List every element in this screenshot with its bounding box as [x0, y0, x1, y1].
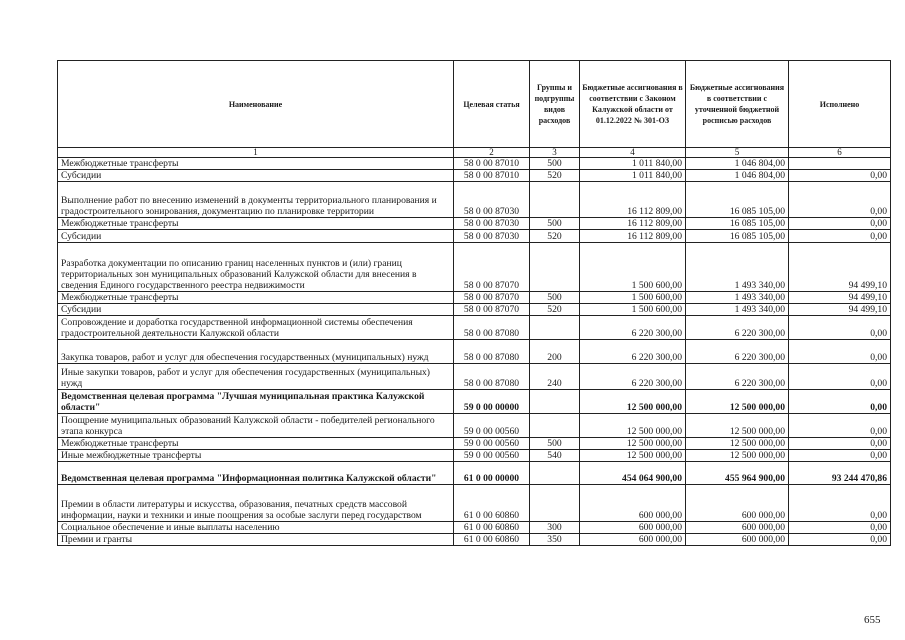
row-code: 59 0 00 00000 — [454, 390, 530, 414]
table-row — [58, 364, 891, 390]
row-name: Иные закупки товаров, работ и услуг для обеспечения государственных (муниципальных) нужд — [58, 364, 454, 390]
row-refined-allocation: 12 500 000,00 — [686, 414, 789, 438]
row-refined-allocation: 16 085 105,00 — [686, 230, 789, 243]
row-refined-allocation: 455 964 900,00 — [686, 462, 789, 485]
row-executed: 94 499,10 — [789, 292, 891, 304]
row-refined-allocation: 1 493 340,00 — [686, 243, 789, 292]
row-law-allocation: 16 112 809,00 — [580, 182, 686, 218]
table-body — [58, 158, 891, 546]
table-row — [58, 218, 891, 230]
row-code: 58 0 00 87070 — [454, 304, 530, 316]
row-code: 58 0 00 87010 — [454, 170, 530, 182]
row-law-allocation: 1 011 840,00 — [580, 158, 686, 170]
row-executed: 0,00 — [789, 230, 891, 243]
row-group — [530, 485, 580, 522]
table-row — [58, 170, 891, 182]
row-law-allocation: 600 000,00 — [580, 522, 686, 534]
row-law-allocation: 1 500 600,00 — [580, 243, 686, 292]
row-refined-allocation: 16 085 105,00 — [686, 218, 789, 230]
row-executed: 0,00 — [789, 450, 891, 462]
row-name: Сопровождение и доработка государственной информационной системы обеспечения градостроительной деятельности Калужской области — [58, 316, 454, 340]
row-group: 200 — [530, 340, 580, 364]
row-code: 59 0 00 00560 — [454, 438, 530, 450]
row-code: 58 0 00 87080 — [454, 364, 530, 390]
row-refined-allocation: 6 220 300,00 — [686, 340, 789, 364]
row-law-allocation: 12 500 000,00 — [580, 450, 686, 462]
row-group — [530, 390, 580, 414]
table-row — [58, 243, 891, 292]
row-code: 61 0 00 60860 — [454, 485, 530, 522]
row-executed: 0,00 — [789, 170, 891, 182]
row-executed: 0,00 — [789, 182, 891, 218]
table-row — [58, 522, 891, 534]
row-law-allocation: 6 220 300,00 — [580, 340, 686, 364]
row-name: Социальное обеспечение и иные выплаты населению — [58, 522, 454, 534]
row-refined-allocation: 16 085 105,00 — [686, 182, 789, 218]
row-code: 61 0 00 60860 — [454, 534, 530, 546]
row-group: 520 — [530, 170, 580, 182]
table-row — [58, 182, 891, 218]
row-executed: 0,00 — [789, 438, 891, 450]
table-row — [58, 390, 891, 414]
column-index: 2 — [454, 148, 530, 158]
row-executed: 0,00 — [789, 218, 891, 230]
row-name: Межбюджетные трансферты — [58, 158, 454, 170]
column-index: 4 — [580, 148, 686, 158]
row-law-allocation: 6 220 300,00 — [580, 316, 686, 340]
table-row — [58, 340, 891, 364]
row-executed: 0,00 — [789, 364, 891, 390]
row-code: 61 0 00 00000 — [454, 462, 530, 485]
row-group — [530, 462, 580, 485]
row-code: 58 0 00 87030 — [454, 230, 530, 243]
header-executed: Исполнено — [789, 61, 891, 148]
row-code: 59 0 00 00560 — [454, 450, 530, 462]
row-executed: 0,00 — [789, 522, 891, 534]
column-index: 6 — [789, 148, 891, 158]
row-executed: 94 499,10 — [789, 304, 891, 316]
row-executed: 0,00 — [789, 316, 891, 340]
row-code: 58 0 00 87070 — [454, 292, 530, 304]
budget-table — [57, 60, 891, 546]
row-executed: 94 499,10 — [789, 243, 891, 292]
row-executed: 0,00 — [789, 534, 891, 546]
row-refined-allocation: 600 000,00 — [686, 485, 789, 522]
table-row — [58, 304, 891, 316]
row-refined-allocation: 600 000,00 — [686, 522, 789, 534]
header-group: Группы и подгруппы видов расходов — [530, 61, 580, 148]
row-code: 58 0 00 87030 — [454, 218, 530, 230]
row-law-allocation: 1 011 840,00 — [580, 170, 686, 182]
table-row — [58, 230, 891, 243]
table-row — [58, 438, 891, 450]
row-group — [530, 243, 580, 292]
column-index-row — [58, 148, 891, 158]
row-name: Премии и гранты — [58, 534, 454, 546]
header-law-allocation: Бюджетные ассигнования в соответствии с Законом Калужской области от 01.12.2022 № 301-ОЗ — [580, 61, 686, 148]
row-name: Ведомственная целевая программа "Информационная политика Калужской области" — [58, 462, 454, 485]
header-code: Целевая статья — [454, 61, 530, 148]
row-group: 500 — [530, 438, 580, 450]
table-row — [58, 450, 891, 462]
row-group: 520 — [530, 230, 580, 243]
row-refined-allocation: 12 500 000,00 — [686, 438, 789, 450]
row-name: Межбюджетные трансферты — [58, 218, 454, 230]
table-row — [58, 292, 891, 304]
row-code: 58 0 00 87080 — [454, 316, 530, 340]
row-name: Межбюджетные трансферты — [58, 292, 454, 304]
row-law-allocation: 12 500 000,00 — [580, 414, 686, 438]
row-name: Субсидии — [58, 304, 454, 316]
row-code: 58 0 00 87010 — [454, 158, 530, 170]
row-group: 540 — [530, 450, 580, 462]
table-row — [58, 158, 891, 170]
row-name: Ведомственная целевая программа "Лучшая муниципальная практика Калужской области" — [58, 390, 454, 414]
row-name: Иные межбюджетные трансферты — [58, 450, 454, 462]
row-name: Выполнение работ по внесению изменений в документы территориального планирования и градостроительного зонирования, документацию по планировке территории — [58, 182, 454, 218]
row-group: 500 — [530, 218, 580, 230]
row-group — [530, 182, 580, 218]
row-executed: 0,00 — [789, 390, 891, 414]
row-refined-allocation: 600 000,00 — [686, 534, 789, 546]
row-executed: 0,00 — [789, 485, 891, 522]
row-refined-allocation: 12 500 000,00 — [686, 390, 789, 414]
row-law-allocation: 600 000,00 — [580, 534, 686, 546]
row-executed: 0,00 — [789, 414, 891, 438]
row-name: Разработка документации по описанию границ населенных пунктов и (или) границ территориальных зон муниципальных образований Калужской области для внесения в сведения Единого государственного реестра недвижимости — [58, 243, 454, 292]
row-code: 59 0 00 00560 — [454, 414, 530, 438]
row-executed — [789, 158, 891, 170]
row-executed: 0,00 — [789, 340, 891, 364]
row-refined-allocation: 1 046 804,00 — [686, 158, 789, 170]
column-index: 5 — [686, 148, 789, 158]
row-group: 350 — [530, 534, 580, 546]
row-name: Закупка товаров, работ и услуг для обеспечения государственных (муниципальных) нужд — [58, 340, 454, 364]
column-index: 3 — [530, 148, 580, 158]
row-refined-allocation: 12 500 000,00 — [686, 450, 789, 462]
table-row — [58, 534, 891, 546]
row-law-allocation: 6 220 300,00 — [580, 364, 686, 390]
row-name: Субсидии — [58, 230, 454, 243]
row-law-allocation: 454 064 900,00 — [580, 462, 686, 485]
header-row — [58, 61, 891, 148]
row-code: 58 0 00 87080 — [454, 340, 530, 364]
row-code: 61 0 00 60860 — [454, 522, 530, 534]
header-name: Наименование — [58, 61, 454, 148]
row-refined-allocation: 6 220 300,00 — [686, 364, 789, 390]
row-group: 520 — [530, 304, 580, 316]
column-index: 1 — [58, 148, 454, 158]
row-law-allocation: 12 500 000,00 — [580, 438, 686, 450]
row-group: 240 — [530, 364, 580, 390]
row-law-allocation: 12 500 000,00 — [580, 390, 686, 414]
row-law-allocation: 600 000,00 — [580, 485, 686, 522]
row-name: Субсидии — [58, 170, 454, 182]
table-row — [58, 462, 891, 485]
row-group — [530, 414, 580, 438]
row-refined-allocation: 1 493 340,00 — [686, 292, 789, 304]
row-group: 500 — [530, 292, 580, 304]
row-name: Поощрение муниципальных образований Калужской области - победителей регионального этапа конкурса — [58, 414, 454, 438]
row-law-allocation: 1 500 600,00 — [580, 292, 686, 304]
page-number: 655 — [864, 614, 881, 626]
table-row — [58, 485, 891, 522]
header-refined-allocation: Бюджетные ассигнования в соответствии с уточненной бюджетной росписью расходов — [686, 61, 789, 148]
row-executed: 93 244 470,86 — [789, 462, 891, 485]
row-name: Межбюджетные трансферты — [58, 438, 454, 450]
row-group: 300 — [530, 522, 580, 534]
table-row — [58, 316, 891, 340]
row-law-allocation: 16 112 809,00 — [580, 230, 686, 243]
row-group — [530, 316, 580, 340]
row-group: 500 — [530, 158, 580, 170]
row-code: 58 0 00 87030 — [454, 182, 530, 218]
row-code: 58 0 00 87070 — [454, 243, 530, 292]
row-name: Премии в области литературы и искусства, образования, печатных средств массовой информации, науки и техники и иные поощрения за особые заслуги перед государством — [58, 485, 454, 522]
row-law-allocation: 1 500 600,00 — [580, 304, 686, 316]
row-law-allocation: 16 112 809,00 — [580, 218, 686, 230]
row-refined-allocation: 1 046 804,00 — [686, 170, 789, 182]
row-refined-allocation: 6 220 300,00 — [686, 316, 789, 340]
table-row — [58, 414, 891, 438]
budget-table-sheet — [57, 60, 890, 546]
row-refined-allocation: 1 493 340,00 — [686, 304, 789, 316]
